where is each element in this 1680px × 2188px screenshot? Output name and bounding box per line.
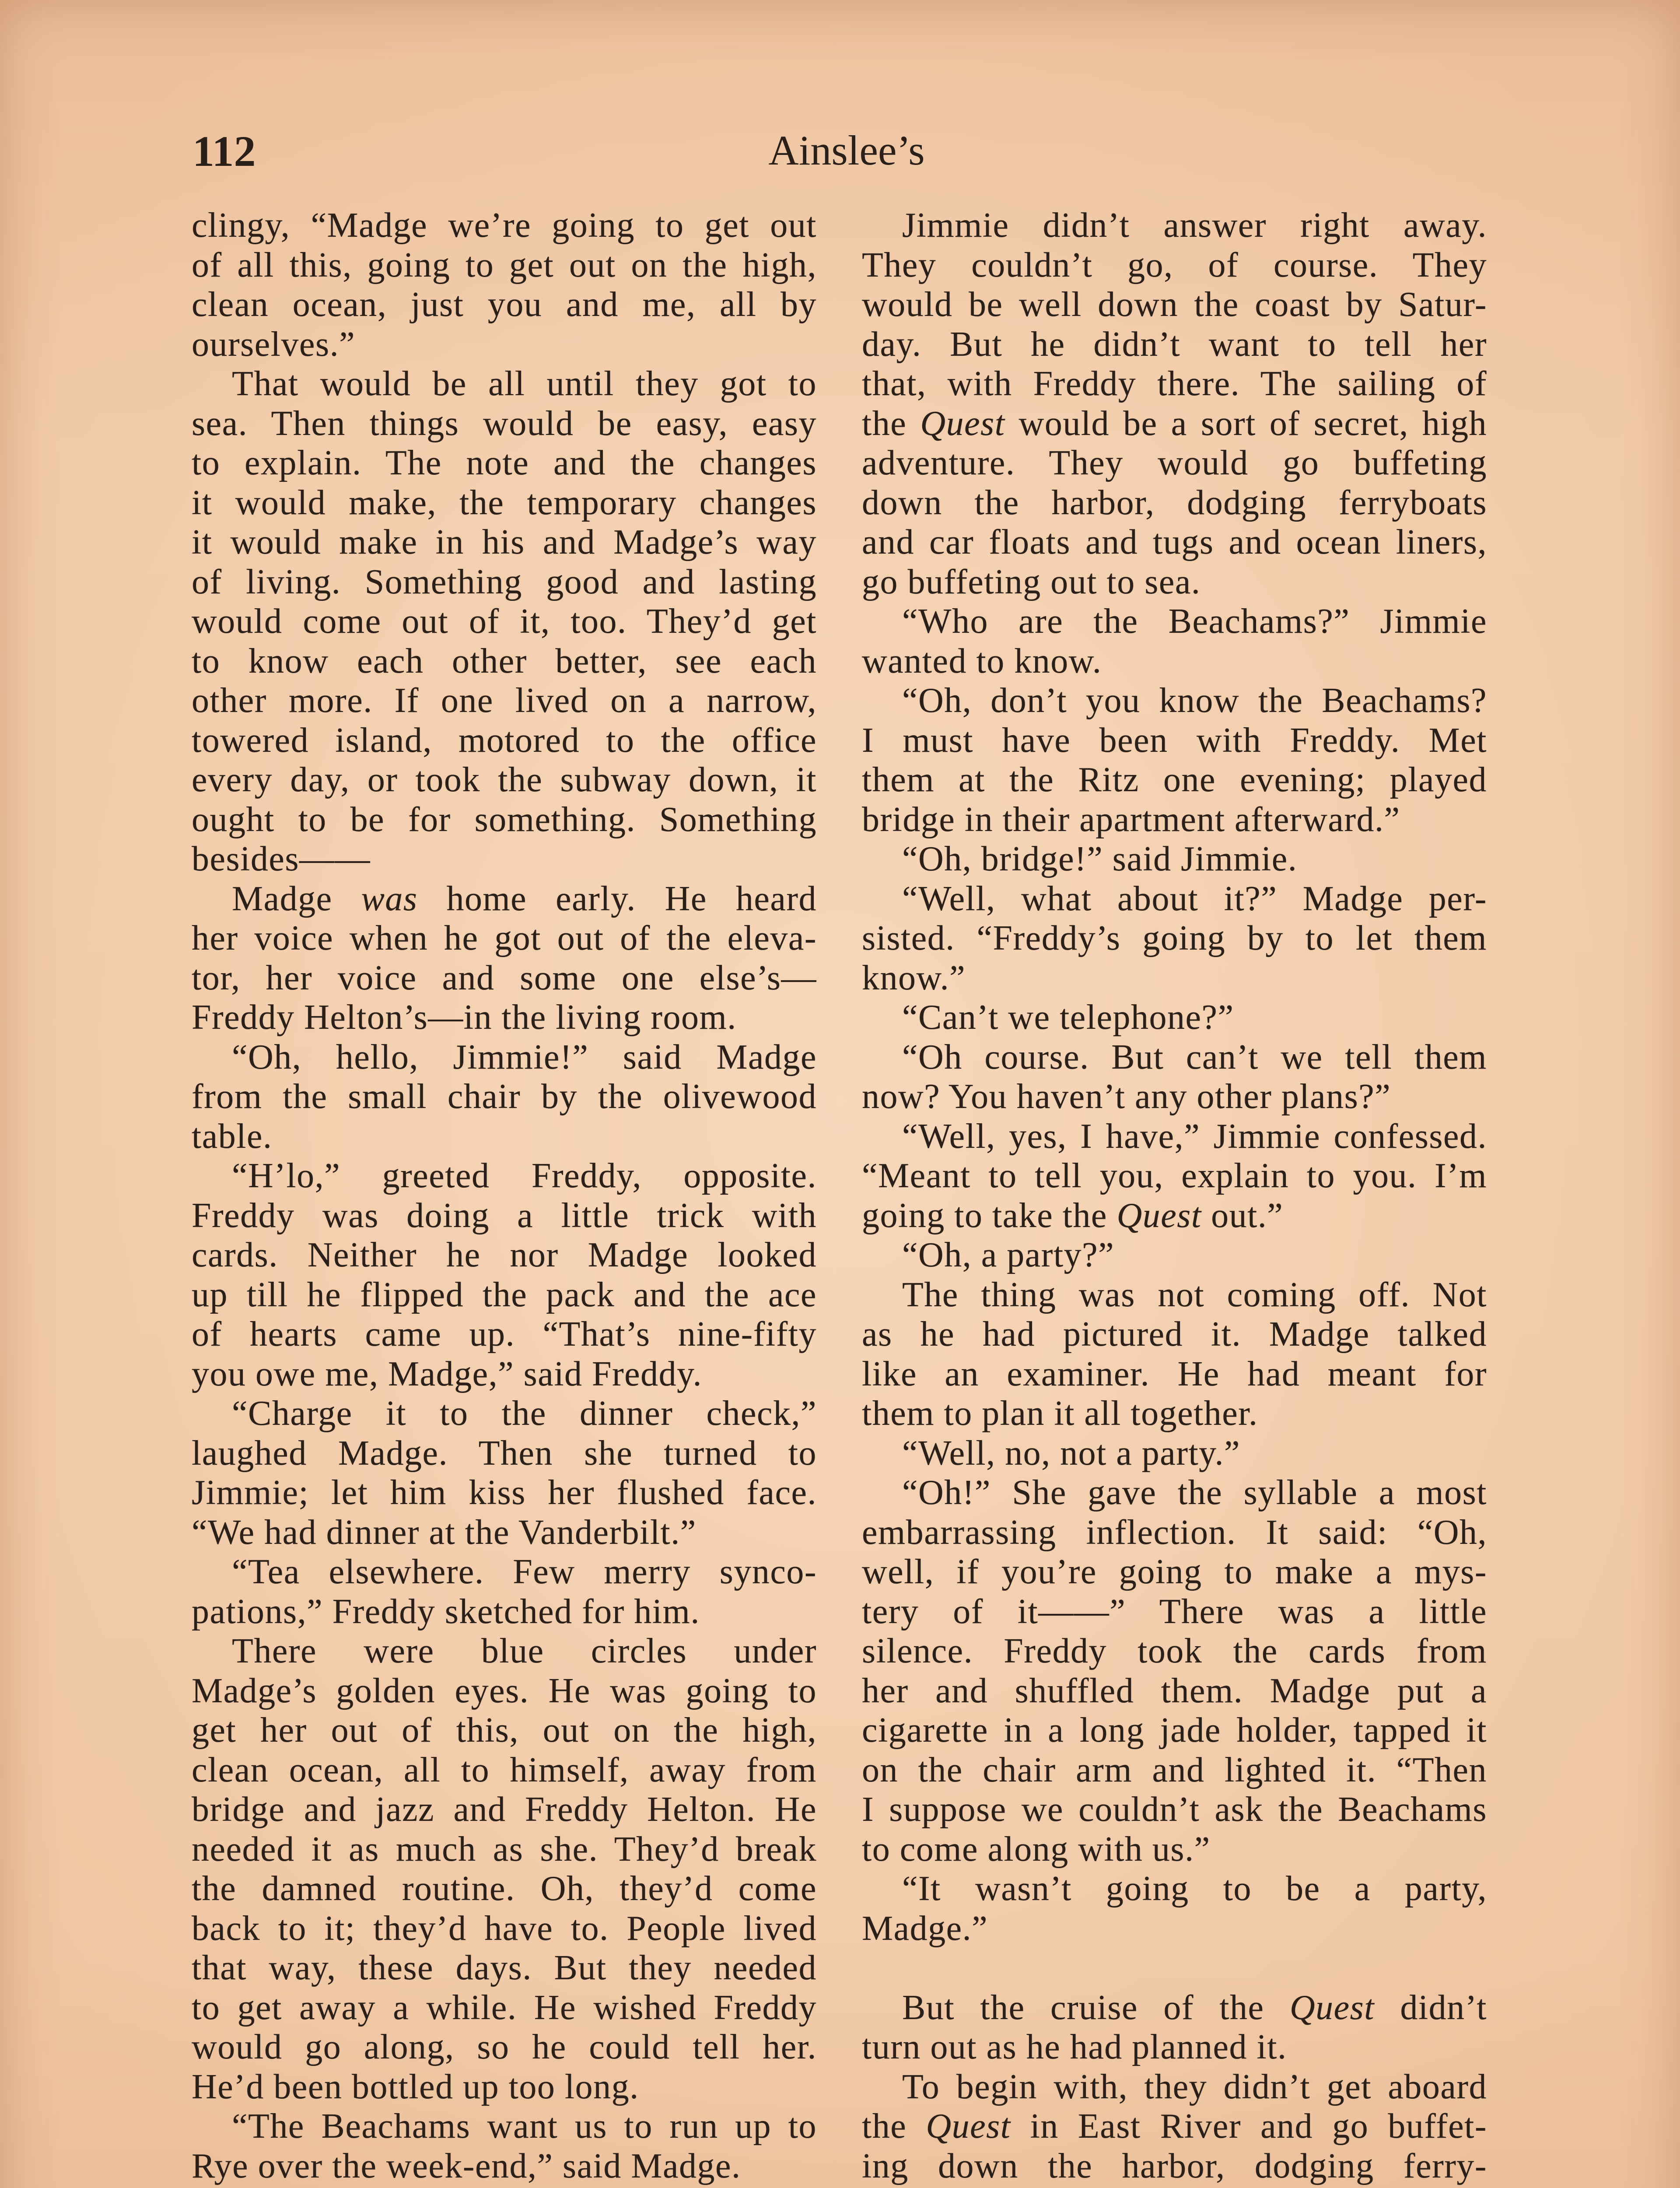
- text-line: [862, 1117, 1487, 1157]
- text-line: [192, 1592, 817, 1632]
- text-line: [192, 2146, 817, 2186]
- line-text: [862, 1196, 1283, 1236]
- line-text: them at the Ritz one evening; played: [862, 761, 1487, 799]
- paragraph: [192, 206, 817, 364]
- text-line: [862, 879, 1487, 919]
- line-text: embarrassing inflection. It said: “Oh,: [862, 1513, 1487, 1552]
- text-line: [192, 245, 817, 285]
- line-text: “Tea elsewhere. Few merry synco-: [232, 1553, 817, 1591]
- text-line: [862, 1711, 1487, 1750]
- text-line: [192, 1552, 817, 1592]
- line-text: pations,” Freddy sketched for him.: [192, 1592, 700, 1631]
- text-line: [192, 998, 817, 1038]
- line-text: table.: [192, 1117, 273, 1156]
- line-text: tery of it——” There was a little: [862, 1592, 1487, 1631]
- line-text: Jimmie didn’t answer right away.: [902, 206, 1487, 245]
- text-line: [862, 1077, 1487, 1117]
- text-line: [192, 1038, 817, 1077]
- text-line: [862, 998, 1487, 1038]
- paragraph: [862, 1038, 1487, 1117]
- text-line: [862, 1196, 1487, 1236]
- text-line: [862, 642, 1487, 681]
- text-line: [192, 1077, 817, 1117]
- text-section: [192, 206, 817, 2186]
- text-line: [862, 1473, 1487, 1513]
- text-line: [862, 1434, 1487, 1473]
- line-text: to get away a while. He wished Freddy: [192, 1988, 817, 2027]
- text-line: [862, 285, 1487, 325]
- text-line: [862, 602, 1487, 642]
- text-line: [192, 206, 817, 245]
- line-text: bridge and jazz and Freddy Helton. He: [192, 1790, 817, 1829]
- text-line: [192, 2107, 817, 2146]
- text-line: [192, 1711, 817, 1750]
- text-line: [192, 681, 817, 721]
- line-text: adventure. They would go buffeting: [862, 444, 1487, 482]
- line-text: from the small chair by the olivewood: [192, 1077, 817, 1116]
- text-line: [862, 245, 1487, 285]
- line-text: towered island, motored to the office: [192, 721, 817, 760]
- text-line: [192, 1394, 817, 1434]
- text-run: home early. He heard: [417, 879, 817, 918]
- text-line: [862, 325, 1487, 365]
- text-line: [862, 1592, 1487, 1632]
- line-text: her and shuffled them. Madge put a: [862, 1671, 1487, 1710]
- text-line: [862, 2107, 1487, 2146]
- line-text: and car floats and tugs and ocean liners,: [862, 523, 1487, 561]
- paragraph: [862, 1434, 1487, 1473]
- running-title: Ainslee’s: [768, 127, 925, 174]
- line-text: “We had dinner at the Vanderbilt.”: [192, 1513, 696, 1552]
- line-text: other more. If one lived on a narrow,: [192, 681, 817, 720]
- paragraph: [192, 1552, 817, 1631]
- line-text: “Oh course. But can’t we tell them: [902, 1038, 1487, 1076]
- text-line: [862, 760, 1487, 800]
- text-line: [862, 206, 1487, 245]
- text-section: [862, 206, 1487, 1948]
- line-text: up till he flipped the pack and the ace: [192, 1275, 817, 1314]
- text-line: [862, 364, 1487, 404]
- paragraph: [192, 2107, 817, 2186]
- text-run: would be a sort of secret, high: [1005, 404, 1488, 443]
- line-text: it would make, the temporary changes: [192, 483, 817, 522]
- line-text: That would be all until they got to: [232, 365, 817, 403]
- italic-text: Quest: [1116, 1196, 1202, 1235]
- text-line: [192, 839, 817, 879]
- text-line: [192, 2027, 817, 2067]
- text-line: [192, 562, 817, 602]
- text-line: [192, 522, 817, 562]
- text-line: [192, 483, 817, 523]
- line-text: “Oh, bridge!” said Jimmie.: [902, 840, 1298, 878]
- text-line: [192, 1196, 817, 1236]
- line-text: ourselves.”: [192, 325, 356, 364]
- line-text: wanted to know.: [862, 642, 1102, 680]
- line-text: now? You haven’t any other plans?”: [862, 1077, 1391, 1116]
- text-line: [192, 1117, 817, 1157]
- text-run: the: [862, 2107, 926, 2146]
- line-text: sea. Then things would be easy, easy: [192, 404, 817, 443]
- line-text: Freddy was doing a little trick with: [192, 1196, 817, 1235]
- line-text: The thing was not coming off. Not: [902, 1275, 1487, 1314]
- line-text: day. But he didn’t want to tell her: [862, 325, 1487, 364]
- line-text: [232, 879, 817, 919]
- paragraph: [862, 681, 1487, 839]
- text-line: [192, 919, 817, 958]
- text-line: [192, 404, 817, 444]
- line-text: Freddy Helton’s—in the living room.: [192, 998, 737, 1037]
- paragraph: [862, 1988, 1487, 2067]
- line-text: ing down the harbor, dodging ferry-: [862, 2146, 1487, 2185]
- text-line: [192, 1631, 817, 1671]
- line-text: To begin with, they didn’t get aboard: [902, 2067, 1487, 2106]
- line-text: bridge in their apartment afterward.”: [862, 800, 1400, 839]
- line-text: I suppose we couldn’t ask the Beachams: [862, 1790, 1487, 1829]
- paragraph: [862, 602, 1487, 681]
- text-line: [862, 1275, 1487, 1315]
- line-text: “Oh!” She gave the syllable a most: [902, 1473, 1487, 1512]
- text-line: [192, 1869, 817, 1909]
- text-line: [862, 1394, 1487, 1434]
- paragraph: [862, 1869, 1487, 1948]
- line-text: that way, these days. But they needed: [192, 1949, 817, 1987]
- paragraph: [862, 1275, 1487, 1434]
- text-line: [192, 364, 817, 404]
- text-line: [862, 1315, 1487, 1354]
- line-text: There were blue circles under: [232, 1632, 817, 1670]
- line-text: down the harbor, dodging ferryboats: [862, 483, 1487, 522]
- line-text: would go along, so he could tell her.: [192, 2028, 817, 2066]
- text-line: [862, 562, 1487, 602]
- text-line: [862, 522, 1487, 562]
- paragraph: [862, 2067, 1487, 2186]
- text-line: [192, 1790, 817, 1830]
- text-line: [192, 1434, 817, 1473]
- text-line: [862, 1354, 1487, 1394]
- text-line: [192, 760, 817, 800]
- text-line: [192, 958, 817, 998]
- paragraph: [862, 206, 1487, 602]
- line-text: like an examiner. He had meant for: [862, 1354, 1487, 1393]
- line-text: I must have been with Freddy. Met: [862, 721, 1487, 760]
- line-text: Jimmie; let him kiss her flushed face.: [192, 1473, 817, 1512]
- line-text: her voice when he got out of the eleva-: [192, 919, 817, 957]
- line-text: “H’lo,” greeted Freddy, opposite.: [232, 1157, 817, 1195]
- paragraph: [862, 998, 1487, 1038]
- line-text: of hearts came up. “That’s nine-fifty: [192, 1315, 817, 1353]
- text-line: [862, 1750, 1487, 1790]
- text-line: [862, 721, 1487, 761]
- italic-text: Quest: [926, 2107, 1011, 2146]
- paragraph: [862, 839, 1487, 879]
- line-text: Madge’s golden eyes. He was going to: [192, 1671, 817, 1710]
- text-line: [192, 443, 817, 483]
- line-text: cards. Neither he nor Madge looked: [192, 1236, 817, 1274]
- line-text: get her out of this, out on the high,: [192, 1711, 817, 1750]
- italic-text: Quest: [1289, 1988, 1375, 2027]
- paragraph: [192, 364, 817, 879]
- text-run: going to take the: [862, 1196, 1117, 1235]
- page-number: 112: [192, 127, 256, 175]
- text-line: [192, 325, 817, 365]
- text-line: [862, 1513, 1487, 1553]
- text-line: [192, 1909, 817, 1949]
- line-text: “Can’t we telephone?”: [902, 998, 1234, 1037]
- line-text: clean ocean, just you and me, all by: [192, 285, 817, 324]
- line-text: “Oh, a party?”: [902, 1236, 1115, 1274]
- line-text: clean ocean, all to himself, away from: [192, 1750, 817, 1789]
- paragraph: [192, 1631, 817, 2107]
- text-line: [192, 1235, 817, 1275]
- line-text: go buffeting out to sea.: [862, 562, 1201, 601]
- line-text: back to it; they’d have to. People lived: [192, 1909, 817, 1948]
- line-text: sisted. “Freddy’s going by to let them: [862, 919, 1487, 957]
- line-text: would come out of it, too. They’d get: [192, 602, 817, 641]
- line-text: “Charge it to the dinner check,”: [232, 1394, 817, 1433]
- text-line: [862, 1988, 1487, 2028]
- text-line: [862, 1156, 1487, 1196]
- paragraph: [862, 1473, 1487, 1869]
- text-line: [862, 1631, 1487, 1671]
- text-line: [862, 1830, 1487, 1869]
- text-line: [192, 1988, 817, 2028]
- line-text: [862, 2107, 1487, 2146]
- line-text: would be well down the coast by Satur-: [862, 285, 1487, 324]
- text-section: [862, 1988, 1487, 2186]
- text-run: out.”: [1201, 1196, 1284, 1235]
- line-text: laughed Madge. Then she turned to: [192, 1434, 817, 1473]
- text-run: Madge: [232, 879, 361, 918]
- text-line: [862, 1869, 1487, 1909]
- line-text: well, if you’re going to make a mys-: [862, 1553, 1487, 1591]
- line-text: “Well, yes, I have,” Jimmie confessed.: [902, 1117, 1487, 1156]
- line-text: “Well, no, not a party.”: [902, 1434, 1240, 1473]
- text-line: [862, 1909, 1487, 1949]
- text-line: [192, 1354, 817, 1394]
- line-text: them to plan it all together.: [862, 1394, 1258, 1433]
- text-line: [862, 958, 1487, 998]
- paragraph: [862, 1235, 1487, 1275]
- text-line: [862, 1038, 1487, 1077]
- line-text: of all this, going to get out on the high,: [192, 245, 817, 284]
- text-run: the: [862, 404, 920, 443]
- line-text: “It wasn’t going to be a party,: [902, 1869, 1487, 1908]
- text-line: [192, 285, 817, 325]
- text-line: [862, 2027, 1487, 2067]
- line-text: that, with Freddy there. The sailing of: [862, 365, 1487, 403]
- line-text: “The Beachams want us to run up to: [232, 2107, 817, 2146]
- text-line: [192, 1750, 817, 1790]
- text-line: [862, 1552, 1487, 1592]
- line-text: silence. Freddy took the cards from: [862, 1632, 1487, 1670]
- line-text: [902, 1988, 1487, 2028]
- line-text: tor, her voice and some one else’s—: [192, 958, 817, 997]
- line-text: of living. Something good and lasting: [192, 562, 817, 601]
- line-text: “Who are the Beachams?” Jimmie: [902, 602, 1487, 641]
- line-text: the damned routine. Oh, they’d come: [192, 1869, 817, 1908]
- line-text: “Well, what about it?” Madge per-: [902, 879, 1487, 918]
- text-line: [862, 919, 1487, 958]
- text-line: [192, 1473, 817, 1513]
- text-line: [862, 1671, 1487, 1711]
- text-run: didn’t: [1375, 1988, 1487, 2027]
- text-line: [862, 1235, 1487, 1275]
- line-text: on the chair arm and lighted it. “Then: [862, 1750, 1487, 1789]
- paragraph: [192, 1394, 817, 1552]
- text-line: [862, 681, 1487, 721]
- line-text: cigarette in a long jade holder, tapped it: [862, 1711, 1487, 1750]
- text-line: [862, 404, 1487, 444]
- paragraph: [192, 1038, 817, 1157]
- text-line: [862, 483, 1487, 523]
- text-line: [862, 2146, 1487, 2186]
- italic-text: was: [361, 879, 418, 918]
- line-text: “Oh, hello, Jimmie!” said Madge: [232, 1038, 817, 1076]
- text-line: [192, 879, 817, 919]
- text-line: [192, 721, 817, 761]
- text-line: [862, 800, 1487, 840]
- line-text: know.”: [862, 958, 966, 997]
- italic-text: Quest: [920, 404, 1005, 443]
- text-line: [862, 1790, 1487, 1830]
- text-line: [192, 642, 817, 681]
- line-text: every day, or took the subway down, it: [192, 761, 817, 799]
- text-line: [192, 1671, 817, 1711]
- line-text: clingy, “Madge we’re going to get out: [192, 206, 817, 245]
- text-line: [192, 1275, 817, 1315]
- text-line: [862, 443, 1487, 483]
- text-line: [192, 1513, 817, 1553]
- text-run: But the cruise of the: [902, 1988, 1290, 2027]
- left-column: [192, 206, 817, 2186]
- line-text: as he had pictured it. Madge talked: [862, 1315, 1487, 1353]
- text-line: [862, 2067, 1487, 2107]
- text-line: [192, 602, 817, 642]
- line-text: you owe me, Madge,” said Freddy.: [192, 1354, 702, 1393]
- line-text: “Oh, don’t you know the Beachams?: [902, 681, 1487, 720]
- text-line: [862, 839, 1487, 879]
- text-run: in East River and go buffet-: [1011, 2107, 1488, 2146]
- paragraph: [192, 1156, 817, 1394]
- text-line: [192, 1948, 817, 1988]
- text-line: [192, 1315, 817, 1354]
- line-text: besides——: [192, 840, 371, 878]
- text-line: [192, 2067, 817, 2107]
- line-text: ought to be for something. Something: [192, 800, 817, 839]
- line-text: to know each other better, see each: [192, 642, 817, 680]
- line-text: [862, 404, 1487, 444]
- line-text: it would make in his and Madge’s way: [192, 523, 817, 561]
- line-text: to explain. The note and the changes: [192, 444, 817, 482]
- line-text: Rye over the week-end,” said Madge.: [192, 2146, 741, 2185]
- text-line: [192, 800, 817, 840]
- text-line: [192, 1830, 817, 1869]
- line-text: He’d been bottled up too long.: [192, 2067, 639, 2106]
- line-text: They couldn’t go, of course. They: [862, 245, 1487, 284]
- line-text: turn out as he had planned it.: [862, 2028, 1287, 2066]
- line-text: “Meant to tell you, explain to you. I’m: [862, 1157, 1487, 1195]
- line-text: Madge.”: [862, 1909, 988, 1948]
- line-text: to come along with us.”: [862, 1830, 1211, 1869]
- right-column: [862, 206, 1487, 2186]
- text-line: [192, 1156, 817, 1196]
- line-text: needed it as much as she. They’d break: [192, 1830, 817, 1869]
- paragraph: [862, 879, 1487, 998]
- paragraph: [192, 879, 817, 1038]
- paragraph: [862, 1117, 1487, 1236]
